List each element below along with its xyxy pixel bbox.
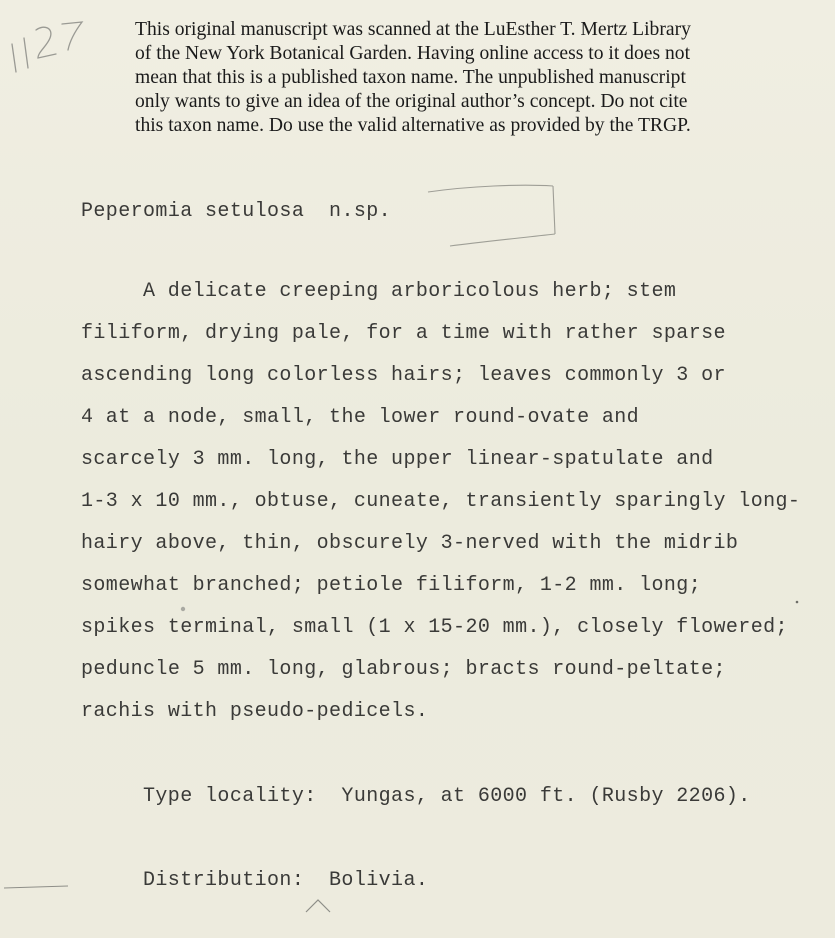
description-line: 4 at a node, small, the lower round-ovate and xyxy=(81,406,640,429)
description-line: rachis with pseudo-pedicels. xyxy=(81,700,429,723)
margin-line xyxy=(4,886,68,888)
distribution: Distribution: Bolivia. xyxy=(143,869,429,892)
description-line: 1-3 x 10 mm., obtuse, cuneate, transiently sparingly long- xyxy=(81,490,801,513)
description-line: ascending long colorless hairs; leaves commonly 3 or xyxy=(81,364,726,387)
type-locality: Type locality: Yungas, at 6000 ft. (Rusby 2206). xyxy=(143,785,751,808)
disclaimer-line: only wants to give an idea of the original author’s concept. Do not cite xyxy=(135,91,688,112)
disclaimer-line: of the New York Botanical Garden. Having online access to it does not xyxy=(135,43,691,64)
disclaimer-line: this taxon name. Do use the valid alternative as provided by the TRGP. xyxy=(135,115,691,136)
description-line: filiform, drying pale, for a time with rather sparse xyxy=(81,322,726,345)
description-line: A delicate creeping arboricolous herb; stem xyxy=(143,280,677,303)
bracket-mark xyxy=(428,185,555,246)
description-line: somewhat branched; petiole filiform, 1-2 mm. long; xyxy=(81,574,702,597)
library-disclaimer xyxy=(135,18,825,138)
species-title: Peperomia setulosa n.sp. xyxy=(81,200,392,223)
ink-speck xyxy=(796,601,799,604)
caret-mark xyxy=(306,900,330,912)
description-line: spikes terminal, small (1 x 15-20 mm.), closely flowered; xyxy=(81,616,788,639)
handwritten-number-1127 xyxy=(12,22,82,72)
description-line: hairy above, thin, obscurely 3-nerved with the midrib xyxy=(81,532,739,555)
disclaimer-line: This original manuscript was scanned at the LuEsther T. Mertz Library xyxy=(135,19,691,40)
ink-speck xyxy=(181,607,185,611)
description-line: scarcely 3 mm. long, the upper linear-spatulate and xyxy=(81,448,714,471)
description-line: peduncle 5 mm. long, glabrous; bracts round-peltate; xyxy=(81,658,726,681)
disclaimer-line: mean that this is a published taxon name. The unpublished manuscript xyxy=(135,67,686,88)
